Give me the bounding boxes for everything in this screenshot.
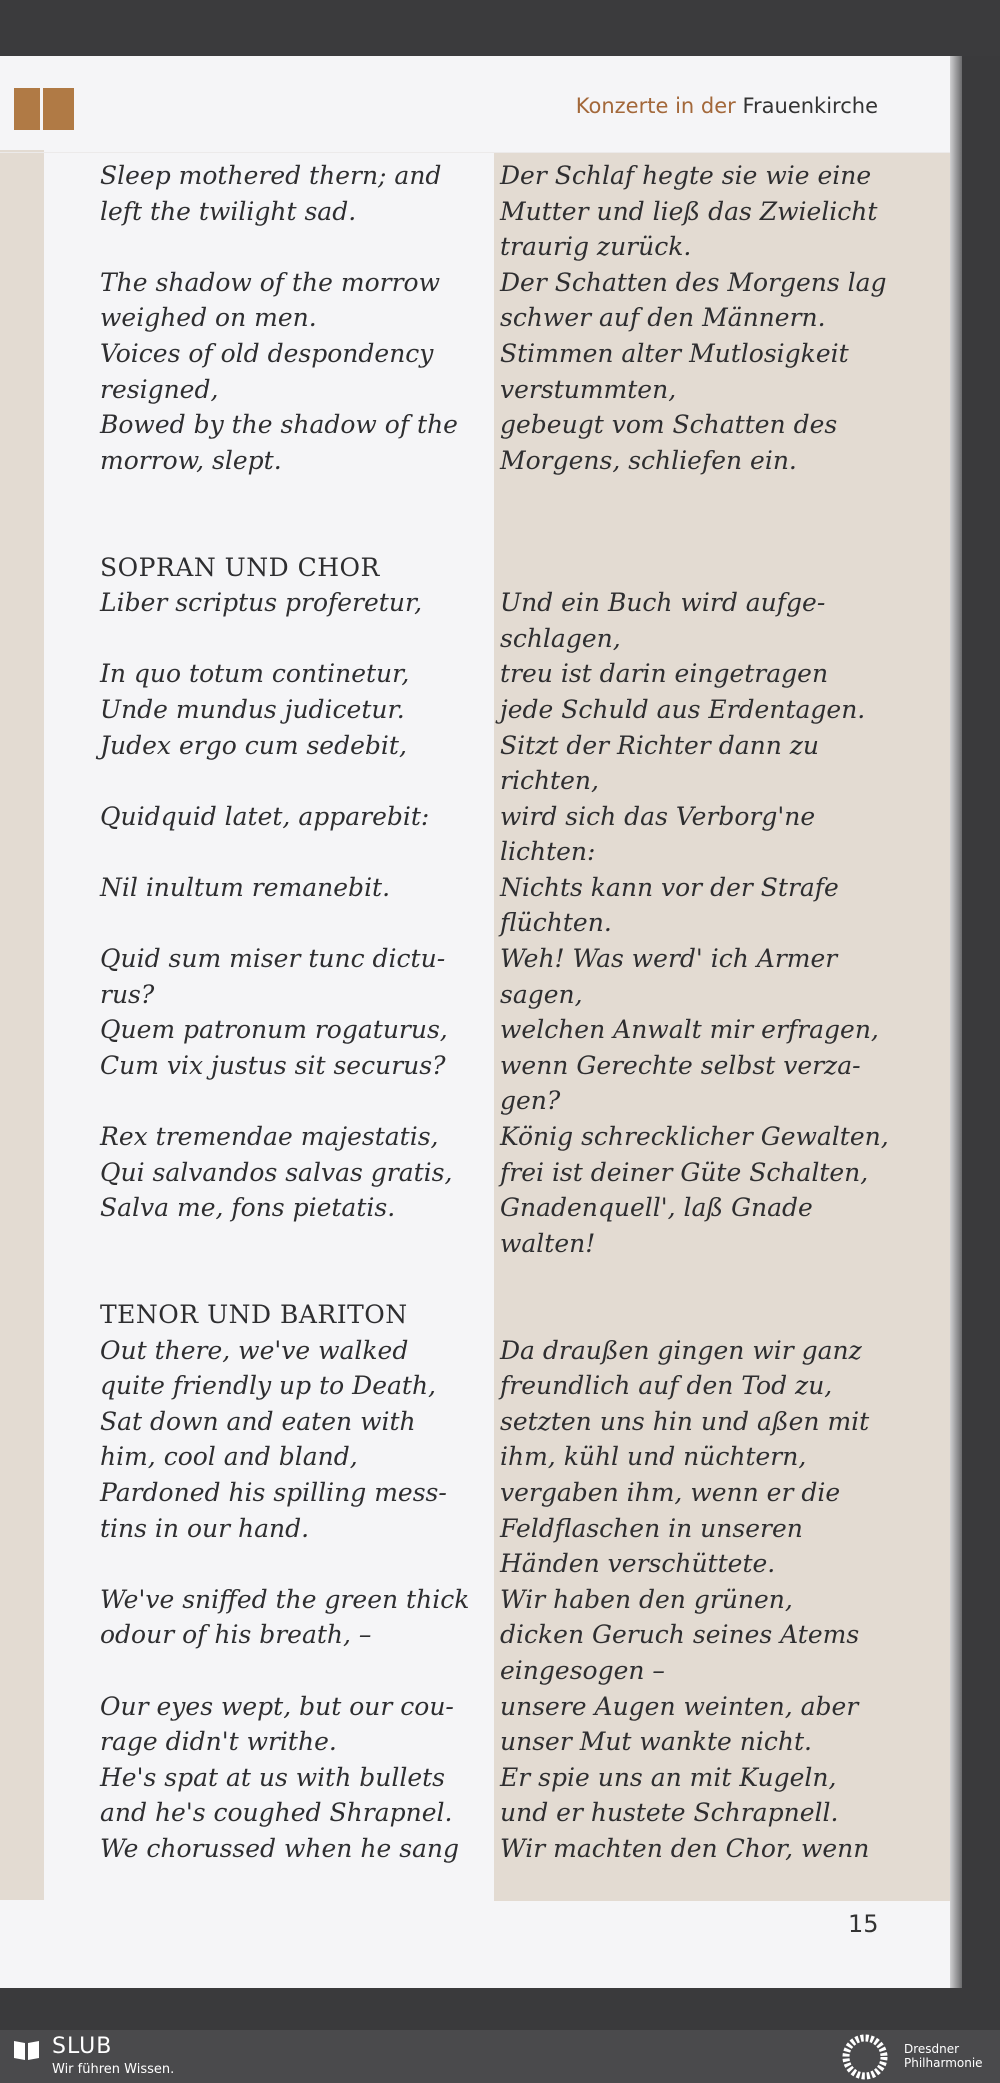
english-text-line (100, 763, 469, 799)
german-text-line: Und ein Buch wird aufge- (500, 588, 826, 618)
german-text-line: dicken Geruch seines Atems (500, 1620, 860, 1650)
slub-logo-text[interactable]: SLUB (52, 2034, 113, 2059)
german-text-line: wird sich das Verborg'ne (500, 801, 816, 831)
german-text-line: freundlich auf den Tod zu, (500, 1371, 833, 1401)
english-text-line: him, cool and bland, (100, 1442, 358, 1472)
german-text-line: treu ist darin eingetragen (500, 659, 829, 689)
english-text-line: Our eyes wept, but our cou- (100, 1691, 454, 1721)
german-text-line: flüchten. (500, 908, 612, 938)
german-text-line (500, 1261, 889, 1297)
german-text-line: wenn Gerechte selbst verza- (500, 1050, 861, 1080)
page-number: 15 (848, 1910, 879, 1938)
philharmonie-logo-icon[interactable] (840, 2034, 890, 2080)
english-text-line (100, 514, 469, 550)
english-text-line: rage didn't writhe. (100, 1727, 337, 1757)
german-text-line: verstummten, (500, 374, 677, 404)
english-text-line: and he's coughed Shrapnel. (100, 1798, 453, 1828)
english-text-line (100, 1083, 469, 1119)
german-text-line: lichten: (500, 837, 596, 867)
german-text-line: Feldflaschen in unseren (500, 1513, 803, 1543)
english-text-line: Rex tremendae majestatis, (100, 1122, 439, 1152)
german-text-line: richten, (500, 766, 599, 796)
page-edge (950, 56, 962, 1988)
english-text-line (100, 1546, 469, 1582)
german-text-line: unser Mut wankte nicht. (500, 1727, 812, 1757)
german-text-line: Wir haben den grünen, (500, 1584, 793, 1614)
german-text-line: schwer auf den Männern. (500, 303, 826, 333)
philharmonie-name (904, 2042, 983, 2070)
english-text-line: Qui salvandos salvas gratis, (100, 1157, 453, 1187)
german-text-line: jede Schuld aus Erdentagen. (500, 694, 866, 724)
german-text-line: Morgens, schliefen ein. (500, 445, 797, 475)
german-text-line: setzten uns hin und aßen mit (500, 1406, 870, 1436)
german-text-line: traurig zurück. (500, 232, 692, 262)
german-text-line (500, 550, 889, 586)
german-text-line: walten! (500, 1228, 596, 1258)
german-text-line (500, 478, 889, 514)
slub-tagline: Wir führen Wissen. (52, 2062, 175, 2077)
english-text-line: morrow, slept. (100, 445, 282, 475)
german-text-line: sagen, (500, 979, 583, 1009)
english-text-line: rus? (100, 979, 155, 1009)
english-text-line: Quem patronum rogaturus, (100, 1015, 448, 1045)
english-text-line (100, 1226, 469, 1262)
german-text-line: gen? (500, 1086, 561, 1116)
german-text-line: Da draußen gingen wir ganz (500, 1335, 862, 1365)
english-text-line: In quo totum continetur, (100, 659, 410, 689)
german-text-line: gebeugt vom Schatten des (500, 410, 838, 440)
english-text-line (100, 478, 469, 514)
english-text-line (100, 834, 469, 870)
german-text-line: Stimmen alter Mutlosigkeit (500, 338, 849, 368)
running-header-accent: Konzerte in der (575, 94, 736, 118)
german-text-line: unsere Augen weinten, aber (500, 1691, 859, 1721)
english-text-line: We've sniffed the green thick (100, 1584, 470, 1614)
english-text-line: Liber scriptus proferetur, (100, 588, 423, 618)
english-text-line: left the twilight sad. (100, 196, 357, 226)
english-text-line: tins in our hand. (100, 1513, 310, 1543)
english-text-line: TENOR UND BARITON (100, 1300, 408, 1329)
english-text-line: We chorussed when he sang (100, 1833, 460, 1863)
english-text-line: Unde mundus judicetur. (100, 694, 405, 724)
german-text-line: Der Schatten des Morgens lag (500, 267, 887, 297)
scan-top-border (0, 0, 1000, 56)
german-text-line: Gnadenquell', laß Gnade (500, 1193, 813, 1223)
english-text-line: Voices of old despondency (100, 338, 434, 368)
english-text-line: He's spat at us with bullets (100, 1762, 446, 1792)
english-text-line: Quidquid latet, apparebit: (100, 801, 430, 831)
german-text-column (500, 158, 889, 1867)
english-text-line: Salva me, fons pietatis. (100, 1193, 396, 1223)
english-text-line: Pardoned his spilling mess- (100, 1477, 447, 1507)
german-text-line: Er spie uns an mit Kugeln, (500, 1762, 837, 1792)
slub-book-icon (12, 2038, 42, 2062)
german-text-line: Händen verschüttete. (500, 1549, 776, 1579)
english-text-line: Sat down and eaten with (100, 1406, 416, 1436)
german-text-line: Mutter und ließ das Zwielicht (500, 196, 878, 226)
philharmonie-name-line2: Philharmonie (904, 2056, 983, 2070)
english-text-line: resigned, (100, 374, 219, 404)
english-text-line (100, 1653, 469, 1689)
english-text-line: odour of his breath, – (100, 1620, 372, 1650)
english-text-line: Bowed by the shadow of the (100, 410, 458, 440)
english-text-line: Out there, we've walked (100, 1335, 409, 1365)
german-text-line: schlagen, (500, 623, 621, 653)
program-logo-icon (14, 88, 74, 130)
english-text-line: SOPRAN UND CHOR (100, 552, 380, 582)
running-header (576, 94, 878, 118)
german-text-line: Weh! Was werd' ich Armer (500, 944, 838, 974)
english-text-line (100, 229, 469, 265)
philharmonie-name-line1: Dresdner (904, 2042, 960, 2056)
left-page-sliver (0, 150, 44, 1900)
german-text-line: welchen Anwalt mir erfragen, (500, 1015, 879, 1045)
german-text-line (500, 1297, 889, 1333)
german-text-line: Nichts kann vor der Strafe (500, 872, 839, 902)
german-text-line: und er hustete Schrapnell. (500, 1798, 839, 1828)
english-text-line: Judex ergo cum sedebit, (100, 730, 407, 760)
german-text-line: frei ist deiner Güte Schalten, (500, 1157, 869, 1187)
german-text-line: vergaben ihm, wenn er die (500, 1477, 841, 1507)
german-text-line: Der Schlaf hegte sie wie eine (500, 161, 872, 190)
german-text-line: Sitzt der Richter dann zu (500, 730, 820, 760)
running-header-rest: Frauenkirche (735, 94, 878, 118)
english-text-line (100, 1261, 469, 1297)
english-text-line: The shadow of the morrow (100, 267, 441, 297)
german-text-line: König schrecklicher Gewalten, (500, 1122, 889, 1152)
english-text-line: Quid sum miser tunc dictu- (100, 944, 446, 974)
english-text-column (100, 158, 469, 1867)
english-text-line: Nil inultum remanebit. (100, 872, 391, 902)
german-text-line: Wir machten den Chor, wenn (500, 1833, 870, 1863)
english-text-line (100, 621, 469, 657)
english-text-line: Cum vix justus sit securus? (100, 1050, 446, 1080)
german-text-line: eingesogen – (500, 1655, 665, 1685)
viewer-footer (0, 2030, 1000, 2083)
english-text-line: quite friendly up to Death, (100, 1371, 436, 1401)
english-text-line (100, 905, 469, 941)
german-text-line: ihm, kühl und nüchtern, (500, 1442, 807, 1472)
german-text-line (500, 514, 889, 550)
english-text-line: weighed on men. (100, 303, 317, 333)
english-text-line: Sleep mothered thern; and (100, 161, 442, 190)
